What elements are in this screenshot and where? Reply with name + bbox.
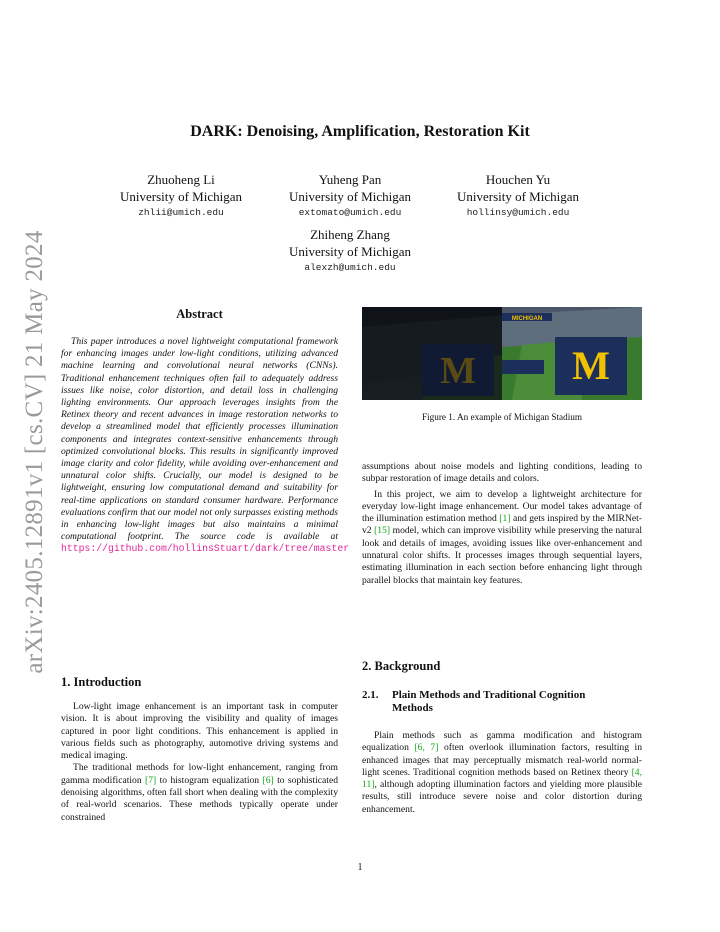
author-affiliation: University of Michigan (119, 189, 243, 204)
source-code-link[interactable]: https://github.com/hollinsStuart/dark/tree/master (61, 543, 350, 555)
author-email[interactable]: hollinsy@umich.edu (466, 207, 570, 218)
background-heading: 2. Background (362, 659, 441, 673)
paragraph: Low-light image enhancement is an important task in computer vision. It is about improving the visibility and quality of images captured in poor light conditions. This enhancement is applied in various fields such as photography, automotive driving systems and medical imaging. (61, 701, 338, 762)
author-block (91, 171, 271, 221)
author-email[interactable]: extomato@umich.edu (298, 207, 402, 218)
subsection-title: Plain Methods and Traditional Cognition Methods (392, 689, 586, 714)
author-block (428, 171, 608, 221)
introduction-body (61, 701, 338, 824)
figure-image (362, 307, 642, 400)
paragraph: The traditional methods for low-light enhancement, ranging from gamma modification [7] to histogram equalization [6] to sophisticated denoising algorithms, often fall short when dealing with the complexity of real-world scenarios. These methods typically operate under constrained (61, 762, 339, 823)
paragraph: assumptions about noise models and lighting conditions, leading to subpar restoration of image details and colors. (362, 461, 642, 485)
author-block (260, 171, 440, 221)
stadium-image (362, 307, 642, 400)
stadium-banner-text: MICHIGAN (511, 316, 543, 322)
abstract-section (61, 307, 350, 556)
introduction-section (61, 675, 338, 824)
citation-link[interactable]: [7] (145, 774, 157, 786)
abstract-text: This paper introduces a novel lightweight computational framework for enhancing images under low-light conditions, utilizing advanced machine learning and convolutional neural networks (CNNs). Traditional enhancement techniques often fail to adequately address issues like noise, color distortion, and detail loss in challenging lighting environments. Our approach leverages insights from the Retinex theory and recent advances in image restoration networks to develop a streamlined model that efficiently processes illumination components and integrates context-sensitive enhancements through optimized convolutional blocks. This results in significantly improved image clarity and color fidelity, while avoiding over-enhancement and unnatural color shifts. Crucially, our model is designed to be lightweight, ensuring low computational demand and suitability for real-time applications on standard consumer hardware. Performance evaluations confirm that our model not only surpasses existing methods in enhancing low-light images but also maintains a minimal computational footprint. The source code is available at (61, 336, 338, 543)
abstract-heading: Abstract (176, 307, 223, 321)
citation-link[interactable]: [4, 11] (362, 766, 642, 791)
arxiv-stamp (20, 230, 50, 674)
author-name: Zhiheng Zhang (310, 227, 390, 242)
citation-link[interactable]: [6] (262, 774, 274, 786)
author-email[interactable]: alexzh@umich.edu (304, 262, 396, 273)
author-name: Yuheng Pan (318, 172, 382, 187)
citation-link[interactable]: [1] (499, 513, 511, 525)
introduction-heading: 1. Introduction (61, 675, 142, 689)
author-name: Houchen Yu (485, 172, 551, 187)
paper-title: DARK: Denoising, Amplification, Restoration Kit (190, 123, 530, 140)
author-email[interactable]: zhlii@umich.edu (138, 207, 224, 218)
citation-link[interactable]: [15] (374, 525, 391, 537)
right-column-text (362, 461, 642, 587)
author-affiliation: University of Michigan (456, 189, 580, 204)
abstract-body (61, 336, 350, 556)
paragraph: In this project, we aim to develop a lightweight architecture for everyday low-light image enhancement. Our model takes advantage of the illumination estimation method [1] and gets inspired by the MIRNet-v2 [15] model, which can improve visibility while preserving the natural look and details of images, avoiding issues like over-enhancement and unnatural color shifts. It processes images through sequential layers, estimating illumination in each section before enhancing light through parallel blocks that maintain key features. (362, 488, 643, 586)
author-affiliation: University of Michigan (288, 244, 412, 259)
background-section (362, 659, 642, 816)
citation-link[interactable]: [6, 7] (414, 742, 439, 754)
paragraph: Plain methods such as gamma modification and histogram equalization [6, 7] often overlook illumination factors, resulting in enhanced images that may perceptually mismatch real-world normal-light scenes. Traditional cognition methods based on Retinex theory [4, 11], although adopting illumination factors and yielding more plausible results, still introduce severe noise and color distortion during enhancement. (362, 730, 643, 815)
author-affiliation: University of Michigan (288, 189, 412, 204)
arxiv-stamp-text: arXiv:2405.12891v1 [cs.CV] 21 May 2024 (21, 230, 48, 674)
page-number: 1 (357, 862, 363, 873)
logo-letter-bright: M (572, 343, 610, 388)
author-name: Zhuoheng Li (147, 172, 215, 187)
subsection-number: 2.1. (362, 689, 379, 701)
background-body (362, 730, 642, 816)
subsection-heading (362, 689, 642, 715)
author-block (260, 226, 440, 276)
figure-caption: Figure 1. An example of Michigan Stadium (422, 412, 582, 422)
logo-letter-dark: M (440, 350, 476, 392)
